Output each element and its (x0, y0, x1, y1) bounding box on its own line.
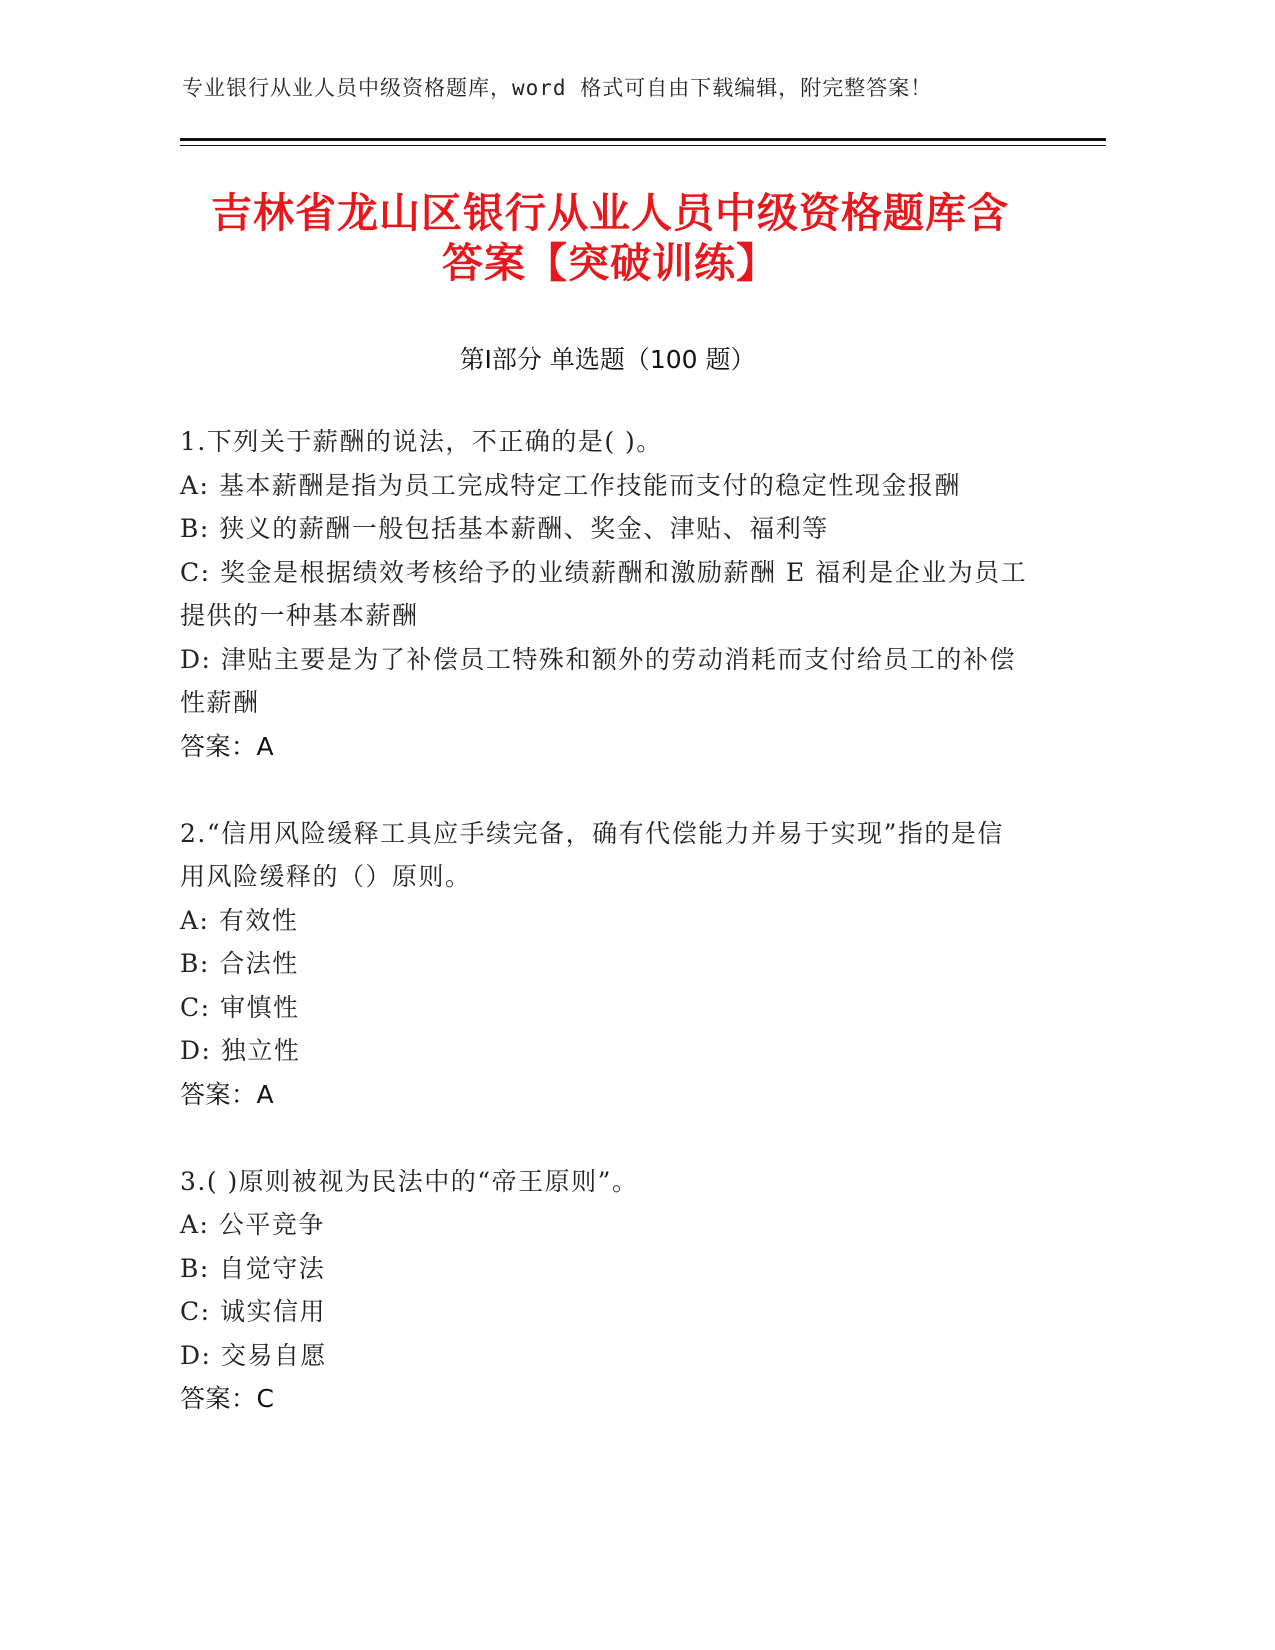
header-rule-thin (180, 145, 1106, 146)
header-rule-thick (180, 138, 1106, 141)
option-a: A: 基本薪酬是指为员工完成特定工作技能而支付的稳定性现金报酬 (180, 470, 961, 500)
header-note: 专业银行从业人员中级资格题库，word 格式可自由下载编辑，附完整答案！ (182, 76, 933, 100)
question-stem: 1.下列关于薪酬的说法，不正确的是( )。 (180, 427, 663, 456)
option-a: A: 有效性 (180, 905, 299, 935)
document-title-line-2: 答案【突破训练】 (442, 239, 778, 287)
question-stem: 3.( )原则被视为民法中的“帝王原则”。 (180, 1166, 639, 1196)
answer-line: 答案：A (180, 731, 275, 761)
option-d: D: 津贴主要是为了补偿员工特殊和额外的劳动消耗而支付给员工的补偿性薪酬 (180, 644, 1016, 717)
option-d: D: 独立性 (180, 1036, 301, 1065)
answer-line: 答案：A (180, 1079, 275, 1109)
document-title-line-1: 吉林省龙山区银行从业人员中级资格题库含 (211, 189, 1009, 237)
option-b: B: 合法性 (180, 949, 299, 978)
option-c: C: 审慎性 (180, 992, 300, 1022)
question-1 (180, 420, 1030, 768)
question-list (180, 420, 1030, 1464)
answer-line: 答案：C (180, 1384, 275, 1413)
question-3 (180, 1160, 1030, 1421)
question-stem: 2.“信用风险缓释工具应手续完备，确有代偿能力并易于实现”指的是信用风险缓释的（）原则。 (180, 818, 1004, 891)
option-b: B: 自觉守法 (180, 1253, 326, 1283)
question-2 (180, 812, 1030, 1117)
option-c: C: 诚实信用 (180, 1297, 326, 1326)
option-b: B: 狭义的薪酬一般包括基本薪酬、奖金、津贴、福利等 (180, 514, 829, 543)
document-title (130, 188, 1090, 288)
option-a: A: 公平竞争 (180, 1210, 325, 1239)
section-heading: 第Ⅰ部分 单选题（100 题） (459, 345, 756, 374)
option-c: C: 奖金是根据绩效考核给予的业绩薪酬和激励薪酬 E 福利是企业为员工提供的一种基本薪酬 (180, 557, 1028, 630)
option-d: D: 交易自愿 (180, 1340, 327, 1370)
